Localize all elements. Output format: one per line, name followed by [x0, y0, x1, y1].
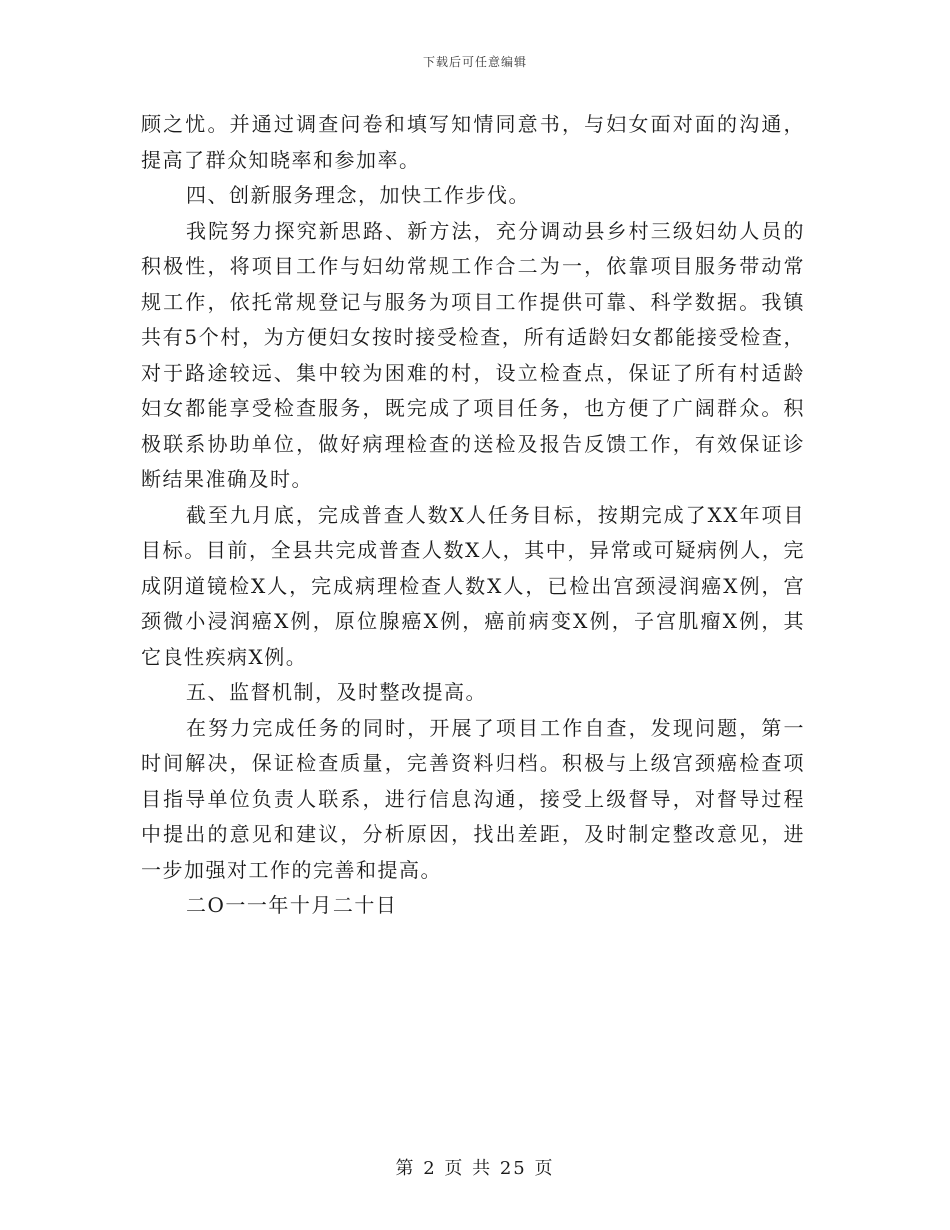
document-body — [141, 107, 805, 924]
paragraph-3: 我院努力探究新思路、新方法，充分调动县乡村三级妇幼人员的积极性，将项目工作与妇幼常规工作合二为一，依靠项目服务带动常规工作，依托常规登记与服务为项目工作提供可靠、科学数据。我镇共有5个村，为方便妇女按时接受检查，所有适龄妇女都能接受检查，对于路途较远、集中较为困难的村，设立检查点，保证了所有村适龄妇女都能享受检查服务，既完成了项目任务，也方便了广阔群众。积极联系协助单位，做好病理检查的送检及报告反馈工作，有效保证诊断结果准确及时。 — [141, 218, 805, 491]
document-date: 二O一一年十月二十日 — [186, 893, 398, 917]
section-heading-5: 五、监督机制，及时整改提高。 — [186, 680, 487, 704]
page-header: 下载后可任意编辑 — [422, 55, 527, 69]
page-footer: 第 2 页 共 25 页 — [395, 1158, 555, 1179]
paragraph-1: 顾之忧。并通过调查问卷和填写知情同意书，与妇女面对面的沟通，提高了群众知晓率和参加率。 — [141, 112, 805, 172]
paragraph-6: 在努力完成任务的同时，开展了项目工作自查，发现问题，第一时间解决，保证检查质量，完善资料归档。积极与上级宫颈癌检查项目指导单位负责人联系，进行信息沟通，接受上级督导，对督导过程中提出的意见和建议，分析原因，找出差距，及时制定整改意见，进一步加强对工作的完善和提高。 — [141, 715, 805, 882]
section-heading-4: 四、创新服务理念，加快工作步伐。 — [186, 183, 530, 207]
paragraph-4: 截至九月底，完成普查人数X人任务目标，按期完成了XX年项目目标。目前，全县共完成普查人数X人，其中，异常或可疑病例人，完成阴道镜检X人，完成病理检查人数X人，已检出宫颈浸润癌X例，宫颈微小浸润癌X例，原位腺癌X例，癌前病变X例，子宫肌瘤X例，其它良性疾病X例。 — [141, 502, 805, 669]
